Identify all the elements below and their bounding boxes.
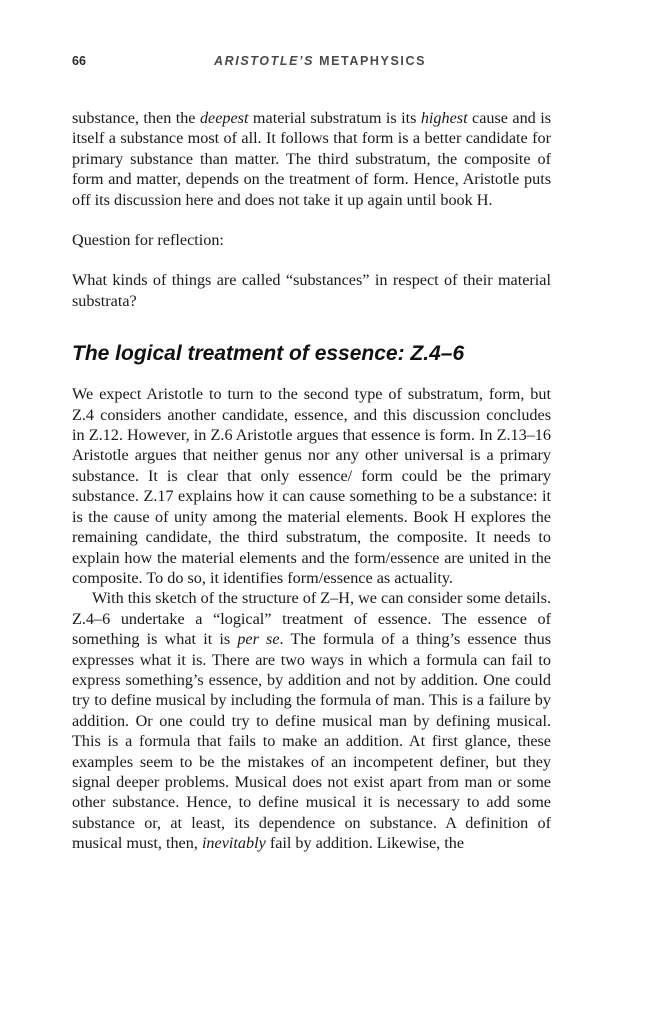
book-page — [72, 52, 551, 854]
emphasis-deepest: deepest — [199, 109, 249, 127]
paragraph-essence-overview: We expect Aristotle to turn to the second type of substratum, form, but Z.4 considers another candidate, essence, and this discussion concludes in Z.12. However, in Z.6 Aristotle argues that essence is form. In Z.13–16 Aristotle argues that neither genus nor any other universal is a primary substance. It is clear that only essence/ form could be the primary substance. Z.17 explains how it can cause something to be a substance: it is the cause of unity among the material elements. Book H explores the remaining candidate, the third substratum, the composite. It needs to explain how the material elements and the form/essence are united in the composite. To do so, it identifies form/essence as actuality. — [72, 385, 551, 587]
text-run: . The formula of a thing’s essence thus expresses what it is. There are two ways in which a formula can fail to express something’s essence, by addition and not by addition. One could try to define musical by including the formula of man. This is a failure by addition. Or one could try to define musical man by defining musical. This is a formula that fails to make an addition. At first glance, these examples seem to be the mistakes of an incompetent definer, but they signal deeper problems. Musical does not exist apart from man or some other substance. Hence, to define musical it is necessary to add some substance or, at least, its dependence on substance. A definition of musical must, then, — [72, 630, 552, 853]
section-heading: The logical treatment of essence: Z.4–6 — [72, 342, 465, 366]
body-text — [72, 108, 551, 854]
question-label: Question for reflection: — [72, 231, 224, 250]
paragraph-substratum-conclusion — [72, 108, 551, 210]
book-title — [214, 54, 426, 68]
text-run: cause and is itself a substance most of all. It follows that form is a better candidate for primary substance than matter. The third substratum, the composite of form and matter, depends on the treatment of form. Hence, Aristotle puts off its discussion here and does not take it up again until book H. — [72, 109, 551, 209]
text-run: material substratum is its — [248, 109, 421, 127]
emphasis-per-se: per se — [237, 630, 280, 649]
running-head — [72, 52, 551, 72]
emphasis-inevitably: inevitably — [201, 834, 266, 853]
paragraph-structure-details — [72, 588, 551, 853]
page-number: 66 — [72, 54, 86, 68]
reflection-question: What kinds of things are called “substances” in respect of their material substrata? — [72, 271, 551, 310]
book-title-rest: METAPHYSICS — [314, 54, 427, 68]
text-run: With this sketch of the structure of Z–H, we can consider some details. Z.4–6 undertake a “logical” treatment of essence. The essence of something is what it is — [72, 589, 551, 649]
text-run: fail by addition. Likewise, the — [265, 834, 465, 853]
text-run: substance, then the — [72, 109, 200, 127]
emphasis-highest: highest — [420, 109, 468, 127]
book-title-italic: ARISTOTLE’S — [214, 54, 315, 68]
